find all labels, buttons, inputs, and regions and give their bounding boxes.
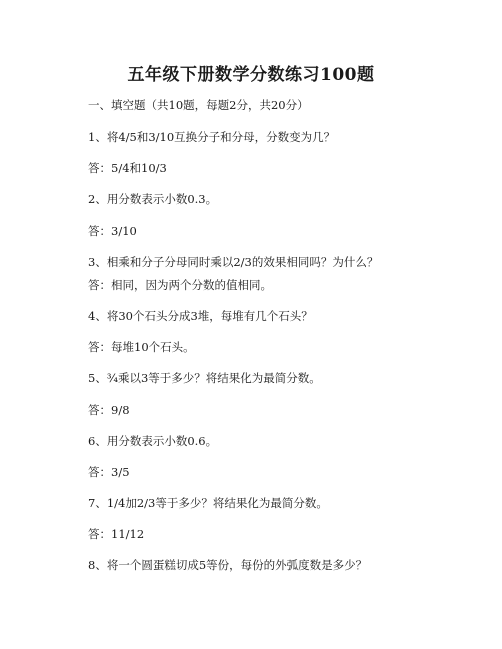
answer-6: 答：3/5 (88, 465, 130, 479)
answer-1: 答：5/4和10/3 (88, 161, 167, 175)
answer-5: 答：9/8 (88, 403, 130, 417)
section-heading: 一、填空题（共10题，每题2分，共20分） (88, 98, 309, 112)
question-4: 4、将30个石头分成3堆，每堆有几个石头？ (88, 309, 313, 323)
question-6: 6、用分数表示小数0.6。 (88, 434, 218, 448)
answer-7: 答：11/12 (88, 527, 145, 541)
answer-3: 答：相同，因为两个分数的值相同。 (88, 278, 272, 292)
question-3: 3、相乘和分子分母同时乘以2/3的效果相同吗？为什么？ (88, 255, 379, 269)
question-1: 1、将4/5和3/10互换分子和分母，分数变为几？ (88, 130, 336, 144)
answer-2: 答：3/10 (88, 224, 137, 238)
answer-4: 答：每堆10个石头。 (88, 340, 195, 354)
question-7: 7、1/4加2/3等于多少？将结果化为最简分数。 (88, 496, 328, 510)
question-5: 5、¾乘以3等于多少？将结果化为最简分数。 (88, 371, 321, 385)
document-title: 五年级下册数学分数练习100题 (127, 65, 375, 85)
question-2: 2、用分数表示小数0.3。 (88, 192, 218, 206)
question-8: 8、将一个圆蛋糕切成5等份，每份的外弧度数是多少？ (88, 558, 368, 572)
